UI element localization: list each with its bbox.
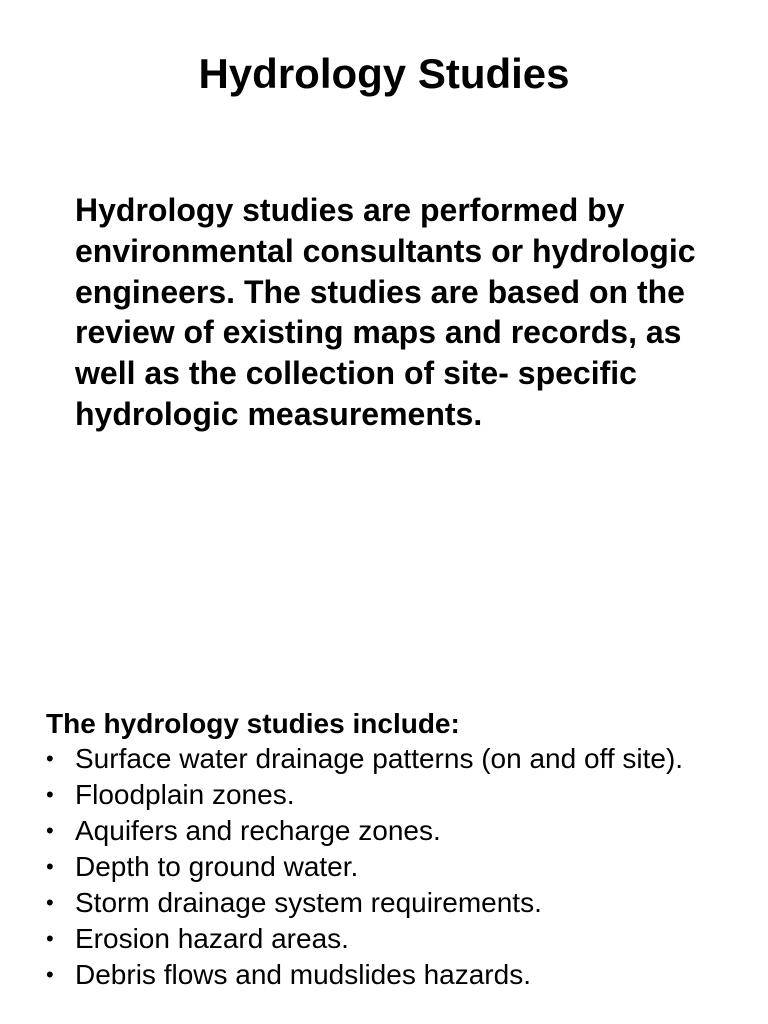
slide-title: Hydrology Studies — [198, 50, 570, 97]
bullet-text: Surface water drainage patterns (on and off site). — [75, 743, 684, 774]
bullet-list — [46, 745, 726, 997]
bullet-icon: • — [46, 962, 54, 987]
bullet-item — [46, 817, 726, 845]
bullet-icon: • — [46, 854, 54, 879]
bullet-icon: • — [46, 818, 54, 843]
bullet-icon: • — [46, 746, 54, 771]
bullet-text: Floodplain zones. — [75, 779, 295, 810]
bullet-item — [46, 781, 726, 809]
bullet-text: Debris flows and mudslides hazards. — [75, 959, 531, 990]
bullet-item — [46, 853, 726, 881]
bullet-item — [46, 889, 726, 917]
bullet-icon: • — [46, 890, 54, 915]
bullet-text: Depth to ground water. — [75, 851, 359, 882]
list-heading: The hydrology studies include: — [46, 708, 460, 739]
bullet-icon: • — [46, 782, 54, 807]
bullet-item — [46, 925, 726, 953]
bullet-text: Aquifers and recharge zones. — [75, 815, 441, 846]
bullet-icon: • — [46, 926, 54, 951]
intro-paragraph: Hydrology studies are performed by environmental consultants or hydrologic engineers. The studies are based on the review of existing maps and records, as well as the collection of site- specific hydrologic measurements. — [75, 192, 696, 432]
bullet-item — [46, 745, 726, 773]
bullet-text: Storm drainage system requirements. — [75, 887, 542, 918]
bullet-text: Erosion hazard areas. — [75, 923, 349, 954]
bullet-item — [46, 961, 726, 989]
